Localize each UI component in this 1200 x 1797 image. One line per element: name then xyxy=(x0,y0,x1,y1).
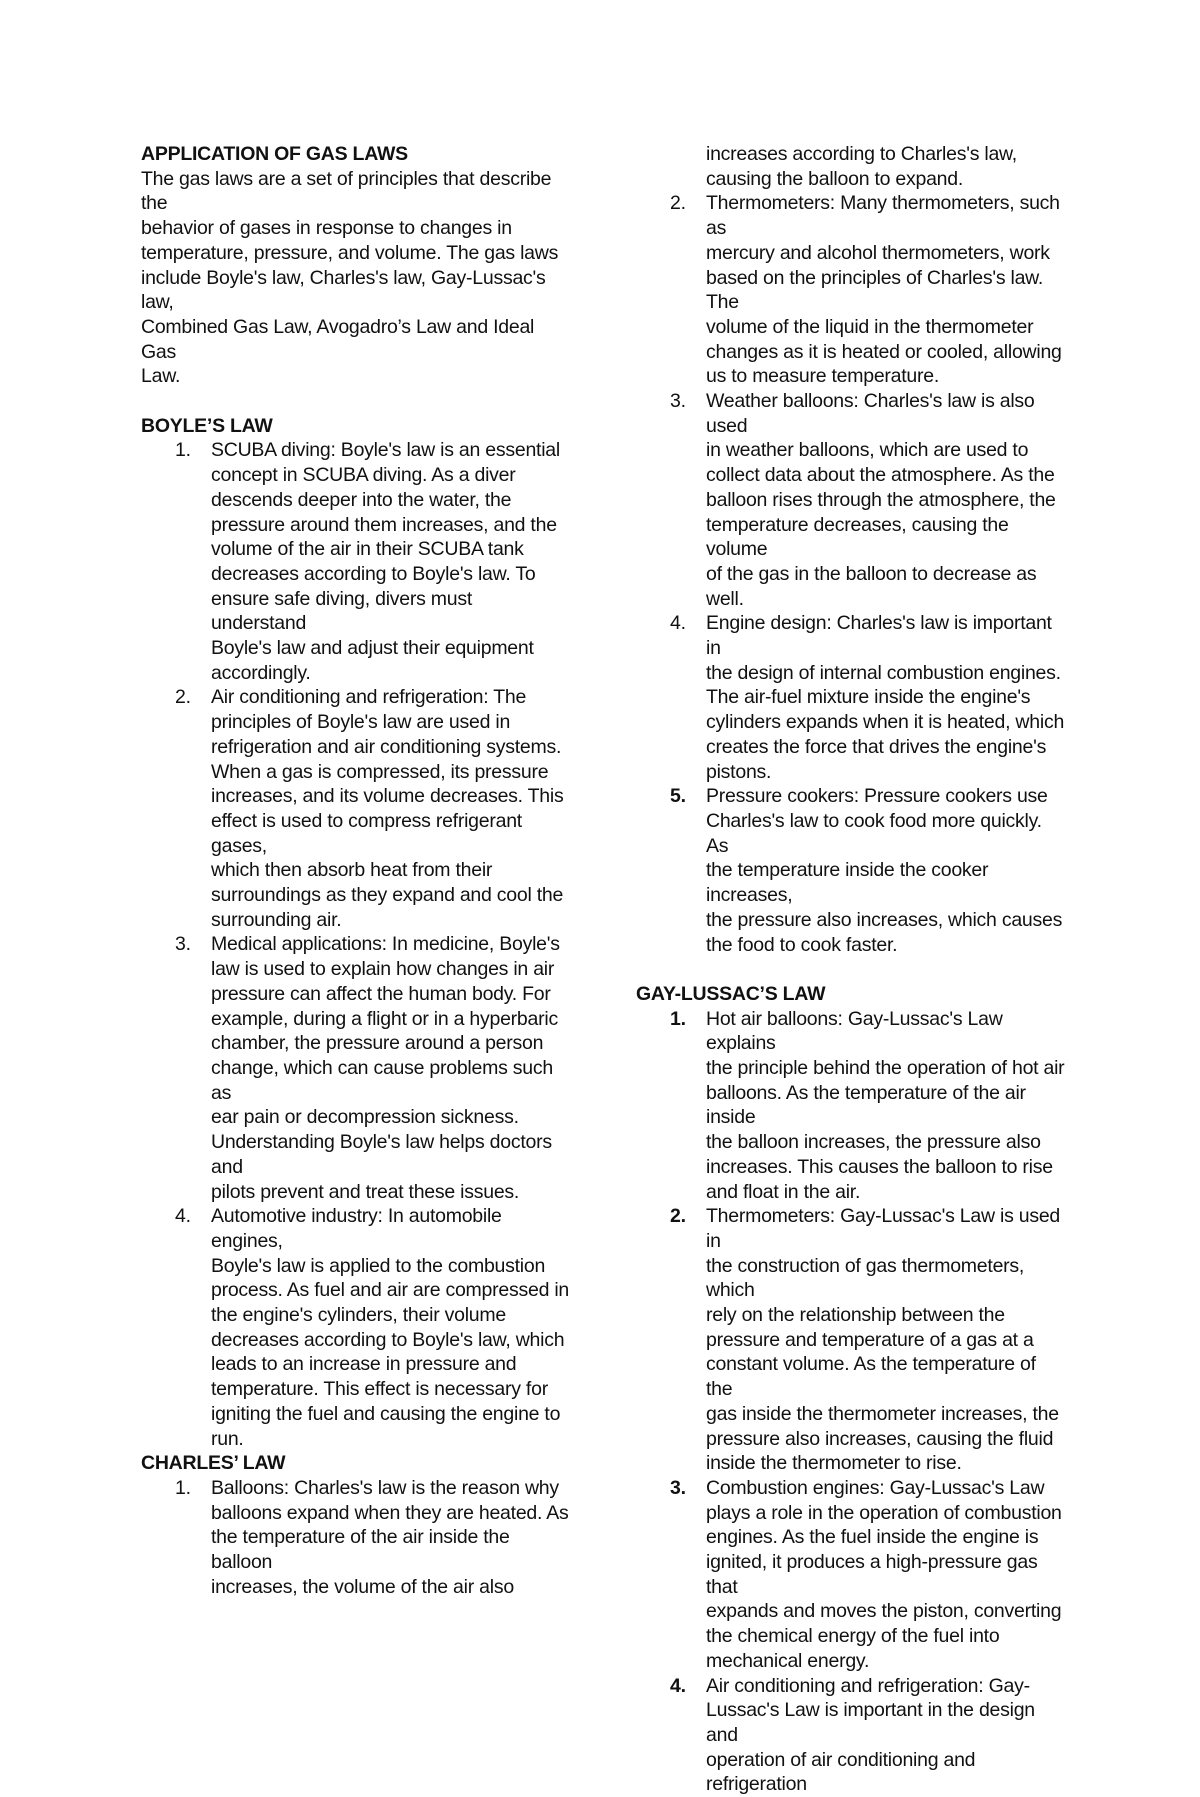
list-line: The air-fuel mixture inside the engine's xyxy=(706,686,1031,709)
list-line: the food to cook faster. xyxy=(706,933,898,956)
list-item xyxy=(141,932,571,1204)
list-line: operation of air conditioning and refrigeration xyxy=(706,1748,976,1796)
list-line: Pressure cookers: Pressure cookers use xyxy=(706,785,1048,808)
intro-line: The gas laws are a set of principles that describe the xyxy=(141,167,552,215)
list-item xyxy=(636,1674,1066,1797)
list-line: Boyle's law and adjust their equipment xyxy=(211,637,534,660)
list-line: effect is used to compress refrigerant gases, xyxy=(211,809,522,857)
intro-line: Law. xyxy=(141,365,181,388)
list-line: creates the force that drives the engine's xyxy=(706,735,1047,758)
list-item xyxy=(636,389,1066,611)
list-number: 4. xyxy=(175,1205,191,1228)
list-line: pressure also increases, causing the fluid xyxy=(706,1427,1054,1450)
list-line: increases, and its volume decreases. This xyxy=(211,785,564,808)
list-line: mercury and alcohol thermometers, work xyxy=(706,241,1050,264)
list-line: engines. As the fuel inside the engine is xyxy=(706,1526,1039,1549)
list-number: 4. xyxy=(670,1674,686,1697)
list-line: Automotive industry: In automobile engines, xyxy=(211,1205,502,1252)
list-line: rely on the relationship between the xyxy=(706,1304,1005,1327)
list-number: 3. xyxy=(670,390,686,413)
list-line: pressure around them increases, and the xyxy=(211,513,557,536)
list-line: temperature decreases, causing the volume xyxy=(706,513,1009,561)
intro-line: behavior of gases in response to changes in xyxy=(141,217,512,240)
list-line: balloons. As the temperature of the air inside xyxy=(706,1081,1026,1129)
list-line: the construction of gas thermometers, which xyxy=(706,1254,1025,1302)
list-line: in weather balloons, which are used to xyxy=(706,439,1029,462)
list-item xyxy=(636,1476,1066,1674)
list-line: us to measure temperature. xyxy=(706,365,940,388)
list-line: volume of the air in their SCUBA tank xyxy=(211,538,524,561)
list-line: gas inside the thermometer increases, the xyxy=(706,1402,1059,1425)
list-line: balloon rises through the atmosphere, the xyxy=(706,488,1056,511)
gay-lussac-law-list xyxy=(636,1007,1066,1797)
list-line: example, during a flight or in a hyperbaric xyxy=(211,1007,558,1030)
list-line: descends deeper into the water, the xyxy=(211,488,512,511)
list-line: cylinders expands when it is heated, which xyxy=(706,711,1065,734)
list-line: Balloons: Charles's law is the reason why xyxy=(211,1476,559,1499)
list-number: 1. xyxy=(175,439,191,462)
list-line: decreases according to Boyle's law. To xyxy=(211,562,536,585)
list-line: ensure safe diving, divers must understand xyxy=(211,587,473,635)
list-number: 4. xyxy=(670,612,686,635)
list-item xyxy=(141,438,571,685)
list-line: decreases according to Boyle's law, which xyxy=(211,1328,565,1351)
list-line: ear pain or decompression sickness. xyxy=(211,1106,519,1129)
list-number: 3. xyxy=(175,933,191,956)
list-line: the pressure also increases, which causes xyxy=(706,908,1063,931)
right-column xyxy=(636,142,1066,1797)
intro-line: Combined Gas Law, Avogadro’s Law and Ideal Gas xyxy=(141,315,535,363)
list-line: the temperature inside the cooker increases, xyxy=(706,859,989,907)
list-line: Air conditioning and refrigeration: The xyxy=(211,686,527,709)
list-line: pilots prevent and treat these issues. xyxy=(211,1180,520,1203)
list-line: Thermometers: Many thermometers, such as xyxy=(706,192,1060,240)
list-line: inside the thermometer to rise. xyxy=(706,1452,962,1475)
charles-law-heading: CHARLES’ LAW xyxy=(141,1452,286,1475)
list-line: the balloon increases, the pressure also xyxy=(706,1131,1041,1154)
list-number: 3. xyxy=(670,1476,686,1499)
list-line: surroundings as they expand and cool the xyxy=(211,884,564,907)
list-line: of the gas in the balloon to decrease as well. xyxy=(706,562,1037,610)
list-line: SCUBA diving: Boyle's law is an essential xyxy=(211,439,560,462)
list-line: Thermometers: Gay-Lussac's Law is used in xyxy=(706,1205,1061,1252)
list-item xyxy=(636,1204,1066,1476)
list-line: Medical applications: In medicine, Boyle's xyxy=(211,933,560,956)
list-item xyxy=(636,191,1066,389)
list-item xyxy=(636,1007,1066,1205)
list-line: collect data about the atmosphere. As the xyxy=(706,464,1055,487)
list-line: pistons. xyxy=(706,760,772,783)
list-line: concept in SCUBA diving. As a diver xyxy=(211,464,516,487)
list-line: the design of internal combustion engines. xyxy=(706,661,1061,684)
list-line: Combustion engines: Gay-Lussac's Law xyxy=(706,1476,1045,1499)
boyles-law-heading: BOYLE’S LAW xyxy=(141,414,273,437)
list-line: principles of Boyle's law are used in xyxy=(211,711,511,734)
document-title: APPLICATION OF GAS LAWS xyxy=(141,143,408,165)
list-line: refrigeration and air conditioning systems. xyxy=(211,735,562,758)
list-line: Understanding Boyle's law helps doctors and xyxy=(211,1131,552,1178)
charles-law-list xyxy=(141,1476,571,1600)
list-item xyxy=(141,685,571,932)
boyles-law-list xyxy=(141,438,571,1451)
list-line: mechanical energy. xyxy=(706,1649,870,1672)
list-line: When a gas is compressed, its pressure xyxy=(211,760,549,783)
list-line: expands and moves the piston, converting xyxy=(706,1600,1062,1623)
list-line: temperature. This effect is necessary for xyxy=(211,1378,548,1401)
list-line: the chemical energy of the fuel into xyxy=(706,1625,1000,1648)
list-line: the principle behind the operation of hot air xyxy=(706,1057,1065,1079)
list-line: accordingly. xyxy=(211,661,311,684)
spacer xyxy=(141,389,571,414)
list-line: increases, the volume of the air also xyxy=(211,1575,514,1598)
list-number: 2. xyxy=(670,1205,686,1228)
list-line: Weather balloons: Charles's law is also used xyxy=(706,390,1035,437)
list-line: pressure and temperature of a gas at a xyxy=(706,1328,1034,1351)
list-line: igniting the fuel and causing the engine to xyxy=(211,1402,561,1425)
list-line: run. xyxy=(211,1427,244,1450)
list-line: changes as it is heated or cooled, allowing xyxy=(706,340,1062,363)
list-line: Lussac's Law is important in the design and xyxy=(706,1699,1035,1746)
list-line: Hot air balloons: Gay-Lussac's Law explains xyxy=(706,1007,1003,1055)
list-line: the temperature of the air inside the balloon xyxy=(211,1526,510,1574)
list-item xyxy=(636,611,1066,784)
list-line: based on the principles of Charles's law. The xyxy=(706,266,1044,314)
left-column xyxy=(141,142,571,1599)
list-line: leads to an increase in pressure and xyxy=(211,1353,517,1376)
list-line: the engine's cylinders, their volume xyxy=(211,1304,506,1327)
list-line: law is used to explain how changes in air xyxy=(211,958,555,981)
list-line: surrounding air. xyxy=(211,908,342,931)
list-line: volume of the liquid in the thermometer xyxy=(706,315,1034,338)
charles-item1-continued xyxy=(636,142,1066,191)
intro-line: temperature, pressure, and volume. The gas laws xyxy=(141,241,559,264)
list-line: increases. This causes the balloon to rise xyxy=(706,1155,1053,1178)
list-item xyxy=(636,784,1066,957)
list-item xyxy=(141,1204,571,1451)
list-item xyxy=(141,1476,571,1600)
intro-paragraph xyxy=(141,167,571,389)
list-number: 1. xyxy=(175,1476,191,1499)
list-line: pressure can affect the human body. For xyxy=(211,982,551,1005)
list-line: Engine design: Charles's law is important in xyxy=(706,612,1052,660)
list-line: ignited, it produces a high-pressure gas that xyxy=(706,1551,1038,1598)
list-line: chamber, the pressure around a person xyxy=(211,1032,544,1055)
list-line: change, which can cause problems such as xyxy=(211,1057,553,1104)
list-line: Boyle's law is applied to the combustion xyxy=(211,1254,546,1277)
list-line: increases according to Charles's law, xyxy=(706,143,1017,165)
list-number: 2. xyxy=(175,686,191,709)
list-number: 2. xyxy=(670,192,686,215)
gay-lussac-law-heading: GAY-LUSSAC’S LAW xyxy=(636,982,826,1005)
list-line: which then absorb heat from their xyxy=(211,859,493,882)
list-line: and float in the air. xyxy=(706,1180,861,1203)
spacer xyxy=(636,957,1066,982)
list-number: 5. xyxy=(670,785,686,808)
list-line: process. As fuel and air are compressed in xyxy=(211,1279,570,1302)
list-line: constant volume. As the temperature of the xyxy=(706,1353,1036,1401)
list-line: causing the balloon to expand. xyxy=(706,167,964,190)
list-line: Air conditioning and refrigeration: Gay- xyxy=(706,1674,1030,1697)
list-number: 1. xyxy=(670,1007,686,1030)
intro-line: include Boyle's law, Charles's law, Gay-Lussac's law, xyxy=(141,266,546,314)
charles-law-list-continued xyxy=(636,191,1066,957)
list-line: plays a role in the operation of combustion xyxy=(706,1501,1062,1524)
list-line: balloons expand when they are heated. As xyxy=(211,1501,569,1524)
list-line: Charles's law to cook food more quickly. As xyxy=(706,809,1042,857)
